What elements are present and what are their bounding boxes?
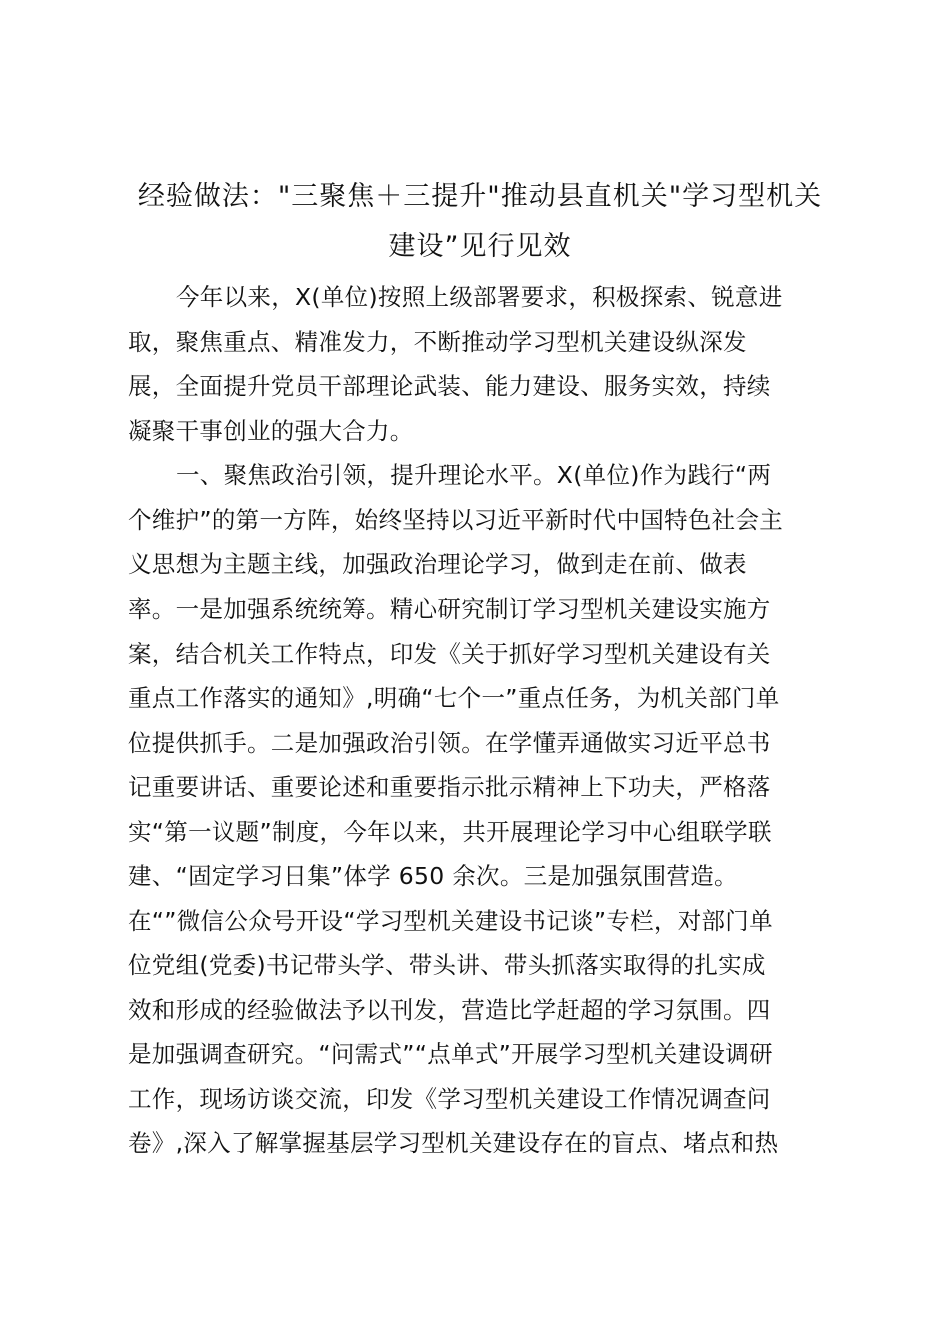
body-line: 重点工作落实的通知》,明确“七个一”重点任务，为机关部门单 [128, 684, 780, 712]
body-line: 展，全面提升党员干部理论武装、能力建设、服务实效，持续 [128, 372, 771, 400]
body-line: 工作，现场访谈交流，印发《学习型机关建设工作情况调查问 [128, 1085, 771, 1113]
body-line: 效和形成的经验做法予以刊发，营造比学赶超的学习氛围。四 [128, 996, 771, 1024]
body-line: 案，结合机关工作特点，印发《关于抓好学习型机关建设有关 [128, 640, 771, 668]
body-line: 记重要讲话、重要论述和重要指示批示精神上下功夫，严格落 [128, 773, 771, 801]
body-line: 凝聚干事创业的强大合力。 [128, 417, 414, 445]
body-line: 卷》,深入了解掌握基层学习型机关建设存在的盲点、堵点和热 [128, 1129, 779, 1157]
body-line: 个维护”的第一方阵，始终坚持以习近平新时代中国特色社会主 [128, 506, 784, 534]
document-title-line-1: 经验做法："三聚焦＋三提升"推动县直机关"学习型机关 [137, 181, 823, 212]
body-line: 位提供抓手。二是加强政治引领。在学懂弄通做实习近平总书 [128, 729, 771, 757]
body-line: 是加强调查研究。“问需式”“点单式”开展学习型机关建设调研 [128, 1040, 773, 1068]
body-line: 义思想为主题主线，加强政治理论学习，做到走在前、做表 [128, 550, 747, 578]
body-line: 今年以来，X(单位)按照上级部署要求，积极探索、锐意进 [176, 283, 783, 311]
document-title-line-2: 建设”见行见效 [388, 231, 572, 262]
body-line: 在“”微信公众号开设“学习型机关建设书记谈”专栏，对部门单 [128, 907, 773, 935]
body-line: 建、“固定学习日集”体学 650 余次。三是加强氛围营造。 [128, 862, 738, 890]
body-line: 取，聚焦重点、精准发力，不断推动学习型机关建设纵深发 [128, 328, 747, 356]
body-line: 位党组(党委)书记带头学、带头讲、带头抓落实取得的扎实成 [128, 951, 766, 979]
body-line: 实“第一议题”制度，今年以来，共开展理论学习中心组联学联 [128, 818, 772, 846]
body-line: 一、聚焦政治引领，提升理论水平。X(单位)作为践行“两 [176, 461, 772, 489]
body-line: 率。一是加强系统统筹。精心研究制订学习型机关建设实施方 [128, 595, 771, 623]
